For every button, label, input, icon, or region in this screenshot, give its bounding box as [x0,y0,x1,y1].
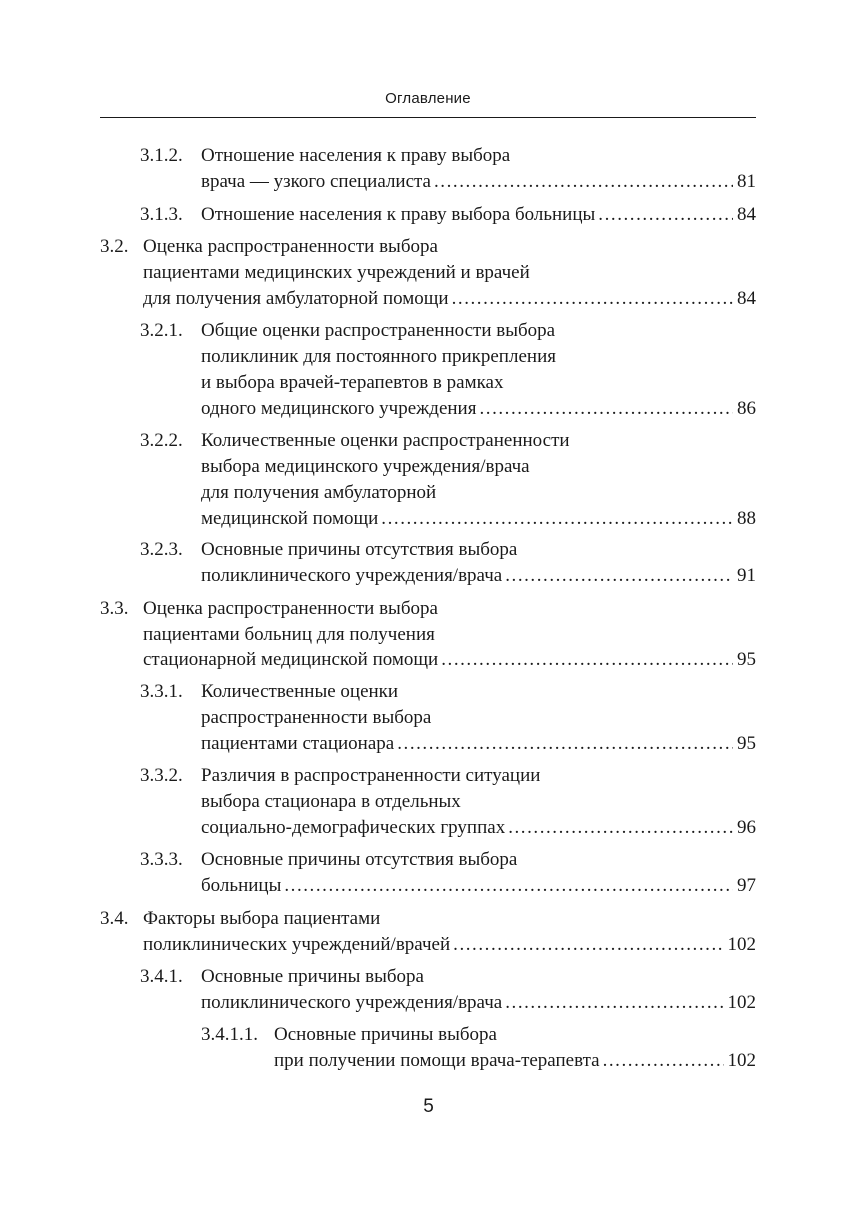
toc-entry-title-line: Общие оценки распространенности выбора [201,320,556,341]
toc-entry-number: 3.3.1. [140,681,183,702]
toc-entry-number: 3.2.1. [140,320,183,341]
toc-entry-title-line: поликлинического учреждения/врача [201,992,503,1013]
toc-entry-number: 3.2.3. [140,539,183,560]
toc-entry-title-line: поликлинического учреждения/врача [201,565,503,586]
toc-entry-title-line: Основные причины отсутствия выбора [201,539,518,560]
dot-leader [450,932,723,958]
toc-entry-number: 3.1.2. [140,145,183,166]
toc-entry-title-line: Основные причины отсутствия выбора [201,849,518,870]
toc-entry-title-line: медицинской помощи [201,508,379,529]
toc-entry-title-line: стационарной медицинской помощи [143,649,439,670]
toc-entry-number: 3.2. [100,236,129,257]
toc-entry-title-line: врача — узкого специалиста [201,171,431,192]
toc-entry-page: 91 [737,565,756,586]
toc-entry-number: 3.4.1.1. [201,1024,258,1045]
toc-entry-title-line: Основные причины выбора [274,1024,497,1045]
toc-entry-number: 3.1.3. [140,204,183,225]
toc-entry-page: 102 [727,992,756,1013]
toc-entry-title-line: для получения амбулаторной [201,482,437,503]
dot-leader [394,731,733,757]
toc-entry-title-line: распространенности выбора [201,707,432,728]
toc-entry-title-line: Основные причины выбора [201,966,424,987]
toc-entry-page: 84 [737,204,756,225]
toc-entry-title-line: для получения амбулаторной помощи [143,288,449,309]
dot-leader [378,506,733,532]
toc-entry-title-line: больницы [201,875,282,896]
page-number: 5 [423,1096,434,1117]
toc-entry-title-line: Количественные оценки [201,681,399,702]
dot-leader [595,202,733,228]
toc-entry-page: 102 [727,1050,756,1071]
dot-leader [502,990,723,1016]
toc-entry-title-line: пациентами медицинских учреждений и врачей [143,262,530,283]
toc-entry-title-line: пациентами больниц для получения [143,624,435,645]
toc-entry-title-line: и выбора врачей-терапевтов в рамках [201,372,504,393]
toc-entry-title-line: Оценка распространенности выбора [143,598,438,619]
toc-entry-number: 3.2.2. [140,430,183,451]
toc-entry-page: 84 [737,288,756,309]
toc-entry-title-line: Различия в распространенности ситуации [201,765,541,786]
dot-leader [431,169,733,195]
toc-entry-title-line: пациентами стационара [201,733,395,754]
toc-entry-title-line: Факторы выбора пациентами [143,908,381,929]
toc-entry-number: 3.3.2. [140,765,183,786]
toc-entry-title-line: Отношение населения к праву выбора [201,145,511,166]
toc-entry-page: 95 [737,649,756,670]
toc-entry-title-line: Оценка распространенности выбора [143,236,438,257]
running-head: Оглавление [385,90,471,107]
toc-entry-page: 97 [737,875,756,896]
dot-leader [502,563,733,589]
toc-entry-title-line: Количественные оценки распространенности [201,430,570,451]
dot-leader [281,873,733,899]
toc-entry-page: 95 [737,733,756,754]
toc-entry-number: 3.4. [100,908,129,929]
toc-entry-page: 86 [737,398,756,419]
toc-entry-title-line: при получении помощи врача-терапевта [274,1050,600,1071]
toc-entry-page: 81 [737,171,756,192]
toc-entry-title-line: Отношение населения к праву выбора больницы [201,204,596,225]
dot-leader [600,1048,724,1074]
toc-entry-page: 96 [737,817,756,838]
dot-leader [449,286,733,312]
dot-leader [476,396,733,422]
toc-entry-number: 3.4.1. [140,966,183,987]
dot-leader [505,815,733,841]
toc-entry-title-line: поликлиник для постоянного прикрепления [201,346,556,367]
toc-entry-page: 88 [737,508,756,529]
toc-entry-title-line: поликлинических учреждений/врачей [143,934,451,955]
toc-entry-title-line: одного медицинского учреждения [201,398,477,419]
header-rule [100,117,756,118]
toc-entry-number: 3.3.3. [140,849,183,870]
toc-entry-title-line: выбора медицинского учреждения/врача [201,456,530,477]
toc-entry-number: 3.3. [100,598,129,619]
toc-entry-title-line: социально-демографических группах [201,817,506,838]
dot-leader [438,647,733,673]
toc-entry-page: 102 [727,934,756,955]
toc-entry-title-line: выбора стационара в отдельных [201,791,461,812]
